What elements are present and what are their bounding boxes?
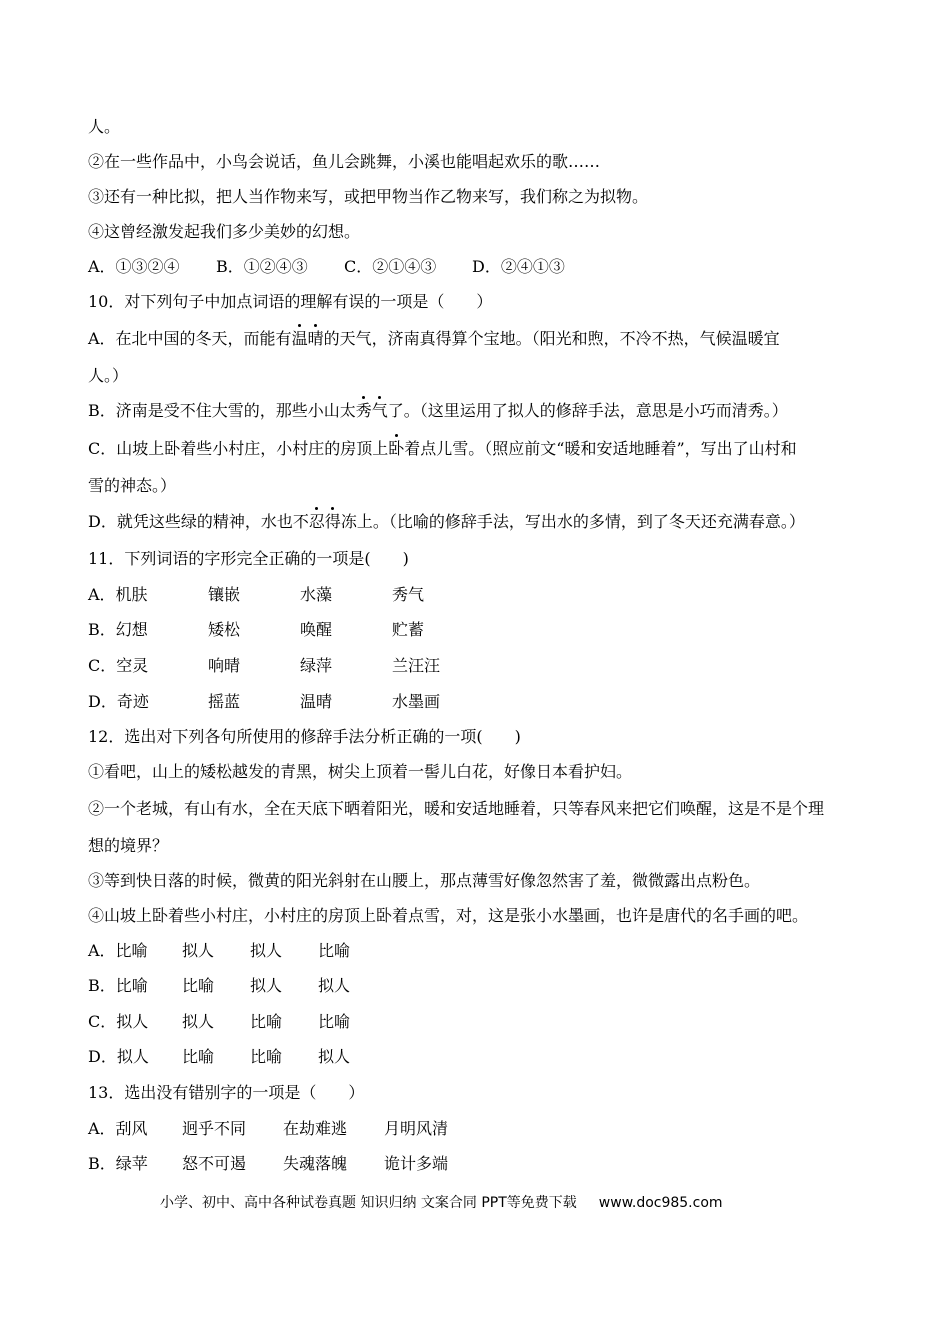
- q11-option-d: [88, 692, 440, 712]
- q11-a-word-4: 秀气: [392, 585, 425, 604]
- q10-stem: 10．对下列句子中加点词语的理解有误的一项是（ ）: [88, 292, 493, 311]
- q10-c-text-post: 着点儿雪。（照应前文“暖和安适地睡着”，写出了山村和: [404, 439, 797, 458]
- q9-sentence-2: ②在一些作品中，小鸟会说话，鱼儿会跳舞，小溪也能唱起欢乐的歌……: [88, 152, 601, 171]
- q12-d-word-4: 拟人: [318, 1047, 351, 1066]
- q9-sentence-4: ④这曾经激发起我们多少美妙的幻想。: [88, 222, 361, 241]
- q13-option-b: [88, 1154, 448, 1174]
- q11-option-b: [88, 620, 424, 640]
- q12-c-word-1: C．拟人: [88, 1012, 149, 1031]
- q9-option-d: D．②④①③: [472, 257, 565, 276]
- q11-stem: 11．下列词语的字形完全正确的一项是( ): [88, 549, 409, 568]
- q11-option-c: [88, 656, 440, 676]
- q13-a-word-4: 月明风清: [384, 1119, 449, 1138]
- q13-a-word-3: 在劫难逃: [283, 1119, 348, 1138]
- q12-stem: 12．选出对下列各句所使用的修辞手法分析正确的一项( ): [88, 727, 521, 746]
- q12-c-word-4: 比喻: [318, 1012, 351, 1031]
- q12-b-word-2: 比喻: [182, 976, 215, 995]
- q13-a-word-1: A．刮风: [88, 1119, 148, 1138]
- footer-url-link[interactable]: www.doc985.com: [598, 1195, 723, 1211]
- q11-b-word-2: 矮松: [208, 620, 241, 639]
- q10-a-text-pre: A．在北中国的冬天，而能有: [88, 329, 292, 348]
- q11-d-word-1: D．奇迹: [88, 692, 149, 711]
- q12-b-word-4: 拟人: [318, 976, 351, 995]
- q10-a-text-post: 的天气，济南真得算个宝地。（阳光和煦，不冷不热，气候温暖宜: [323, 329, 780, 348]
- q11-c-word-2: 响晴: [208, 656, 241, 675]
- q11-d-word-3: 温晴: [300, 692, 333, 711]
- q13-b-word-2: 怒不可遏: [182, 1154, 247, 1173]
- q13-stem: 13．选出没有错别字的一项是（ ）: [88, 1083, 365, 1102]
- q10-option-b: [88, 401, 788, 421]
- q10-d-text-post: 冻上。（比喻的修辞手法，写出水的多情，到了冬天还充满春意。）: [340, 512, 805, 531]
- q10-option-a: [88, 329, 780, 349]
- q10-d-text-pre: D．就凭这些绿的精神，水也不: [88, 512, 309, 531]
- q10-b-dotted-char-2: 气: [371, 401, 388, 420]
- q13-b-word-1: B．绿苹: [88, 1154, 148, 1173]
- q10-option-c-cont: 雪的神态。）: [88, 476, 177, 495]
- q11-c-word-4: 兰汪汪: [392, 656, 441, 675]
- q9-option-b: B．①②④③: [216, 257, 308, 276]
- q12-d-word-1: D．拟人: [88, 1047, 149, 1066]
- q12-a-word-4: 比喻: [318, 941, 351, 960]
- q12-a-word-2: 拟人: [182, 941, 215, 960]
- q10-option-a-cont: 人。）: [88, 366, 129, 385]
- q13-b-word-4: 诡计多端: [384, 1154, 449, 1173]
- q12-b-word-3: 拟人: [250, 976, 283, 995]
- q12-sentence-4: ④山坡上卧着些小村庄，小村庄的房顶上卧着点雪，对，这是张小水墨画，也许是唐代的名手画的吧。: [88, 906, 809, 925]
- q13-a-word-2: 迥乎不同: [182, 1119, 247, 1138]
- q11-d-word-2: 摇蓝: [208, 692, 241, 711]
- q9-line-1: 人。: [88, 117, 121, 136]
- q11-a-word-2: 镶嵌: [208, 585, 241, 604]
- footer-text: 小学、初中、高中各种试卷真题 知识归纳 文案合同 PPT等免费下载: [160, 1195, 577, 1211]
- q12-a-word-1: A．比喻: [88, 941, 148, 960]
- q9-sentence-3: ③还有一种比拟，把人当作物来写，或把甲物当作乙物来写，我们称之为拟物。: [88, 187, 649, 206]
- q10-a-dotted-char-1: 温: [291, 329, 308, 348]
- q11-b-word-4: 贮蓄: [392, 620, 425, 639]
- q10-a-dotted-char-2: 晴: [307, 329, 324, 348]
- q11-option-a: [88, 585, 424, 605]
- q10-c-text-pre: C．山坡上卧着些小村庄，小村庄的房顶上: [88, 439, 389, 458]
- q12-b-word-1: B．比喻: [88, 976, 148, 995]
- q11-b-word-3: 唤醒: [300, 620, 333, 639]
- q11-a-word-3: 水藻: [300, 585, 333, 604]
- q12-option-a: [88, 941, 350, 961]
- q12-d-word-2: 比喻: [182, 1047, 215, 1066]
- q11-d-word-4: 水墨画: [392, 692, 441, 711]
- q9-option-c: C．②①④③: [344, 257, 437, 276]
- page-footer: [160, 1192, 723, 1212]
- q10-option-d: [88, 512, 805, 532]
- q12-sentence-2-cont: 想的境界？: [88, 836, 169, 855]
- q12-a-word-3: 拟人: [250, 941, 283, 960]
- q12-d-word-3: 比喻: [250, 1047, 283, 1066]
- q12-c-word-2: 拟人: [182, 1012, 215, 1031]
- q9-options: [88, 257, 565, 277]
- q13-b-word-3: 失魂落魄: [283, 1154, 348, 1173]
- q10-b-text-post: 了。（这里运用了拟人的修辞手法，意思是小巧而清秀。）: [387, 401, 788, 420]
- q11-c-word-1: C．空灵: [88, 656, 149, 675]
- q12-sentence-2: ②一个老城，有山有水，全在天底下晒着阳光，暖和安适地睡着，只等春风来把它们唤醒，这是不是个理: [88, 799, 825, 818]
- q10-b-dotted-char-1: 秀: [355, 401, 372, 420]
- q11-a-word-1: A．机肤: [88, 585, 148, 604]
- q10-c-dotted-char-1: 卧: [388, 439, 405, 458]
- q10-d-dotted-char-2: 得: [324, 512, 341, 531]
- q13-option-a: [88, 1119, 448, 1139]
- q11-b-word-1: B．幻想: [88, 620, 148, 639]
- q10-option-c: [88, 439, 797, 459]
- q10-d-dotted-char-1: 忍: [308, 512, 325, 531]
- q12-c-word-3: 比喻: [250, 1012, 283, 1031]
- q9-option-a: A．①③②④: [88, 257, 180, 276]
- q12-sentence-1: ①看吧，山上的矮松越发的青黑，树尖上顶着一髻儿白花，好像日本看护妇。: [88, 762, 633, 781]
- q10-b-text-pre: B．济南是受不住大雪的，那些小山太: [88, 401, 356, 420]
- q11-c-word-3: 绿萍: [300, 656, 333, 675]
- q12-option-c: [88, 1012, 350, 1032]
- q12-option-b: [88, 976, 350, 996]
- q12-option-d: [88, 1047, 350, 1067]
- q12-sentence-3: ③等到快日落的时候，微黄的阳光斜射在山腰上，那点薄雪好像忽然害了羞，微微露出点粉色。: [88, 871, 761, 890]
